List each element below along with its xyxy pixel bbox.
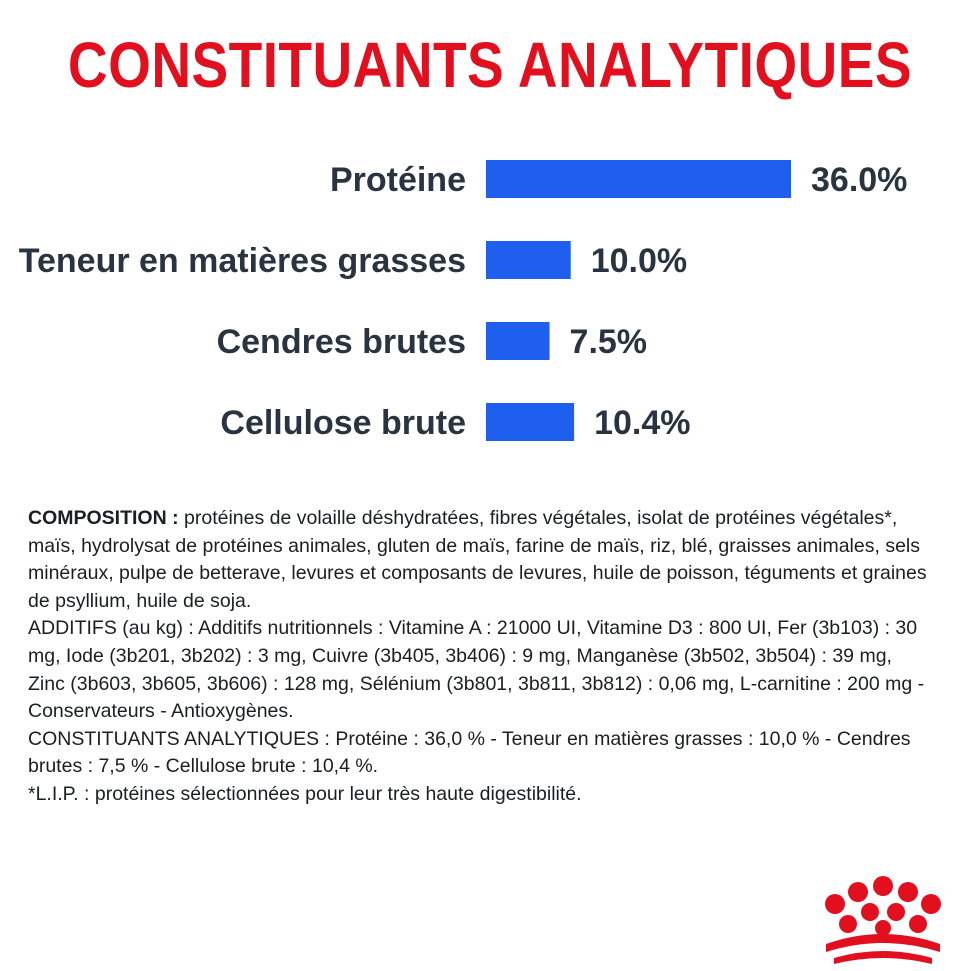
- value-label: 10.0%: [590, 242, 688, 280]
- nutrient-bar-chart: [0, 140, 970, 470]
- bar: [486, 241, 571, 279]
- composition-lead: COMPOSITION :: [28, 507, 179, 529]
- composition-paragraph: [28, 505, 928, 615]
- value-label: 7.5%: [569, 323, 648, 361]
- category-label: Cellulose brute: [220, 404, 466, 442]
- value-label: 36.0%: [811, 161, 908, 199]
- value-label: 10.4%: [594, 404, 691, 442]
- bar: [486, 403, 574, 441]
- additifs-paragraph: ADDITIFS (au kg) : Additifs nutritionnels : Vitamine A : 21000 UI, Vitamine D3 : 800 UI, Fer (3b103) : 30 mg, Iode (3b201, 3b202) : 3 mg, Cuivre (3b405, 3b406) : 9 mg, Manganèse (3b502, 3b504) : 39 mg, Zinc (3b603, 3b605, 3b606) : 128 mg, Sélénium (3b801, 3b811, 3b812) : 0,06 mg, L-carnitine : 200 mg - Conservateurs - Antioxygènes.: [28, 617, 925, 723]
- royal-canin-crown-icon: [808, 872, 958, 971]
- footnote: *L.I.P. : protéines sélectionnées pour leur très haute digestibilité.: [28, 782, 582, 805]
- composition-text: protéines de volaille déshydratées, fibres végétales, isolat de protéines végétales*, maïs, hydrolysat de protéines animales, gluten de maïs, farine de maïs, riz, blé, graisses animales, sels minéraux, pulpe de betterave, levures et composants de levures, huile de poisson, téguments et graines de psyllium, huile de soja.: [28, 507, 927, 612]
- bar: [486, 322, 550, 360]
- constituants-paragraph: CONSTITUANTS ANALYTIQUES : Protéine : 36,0 % - Teneur en matières grasses : 10,0 % - Cendres brutes : 7,5 % - Cellulose brute : 10,4 %.: [28, 727, 911, 778]
- page-title: CONSTITUANTS ANALYTIQUES: [67, 29, 913, 101]
- category-label: Cendres brutes: [216, 323, 466, 361]
- category-label: Teneur en matières grasses: [18, 242, 466, 280]
- category-label: Protéine: [329, 161, 466, 199]
- composition-block: [28, 505, 928, 809]
- bar: [486, 160, 791, 198]
